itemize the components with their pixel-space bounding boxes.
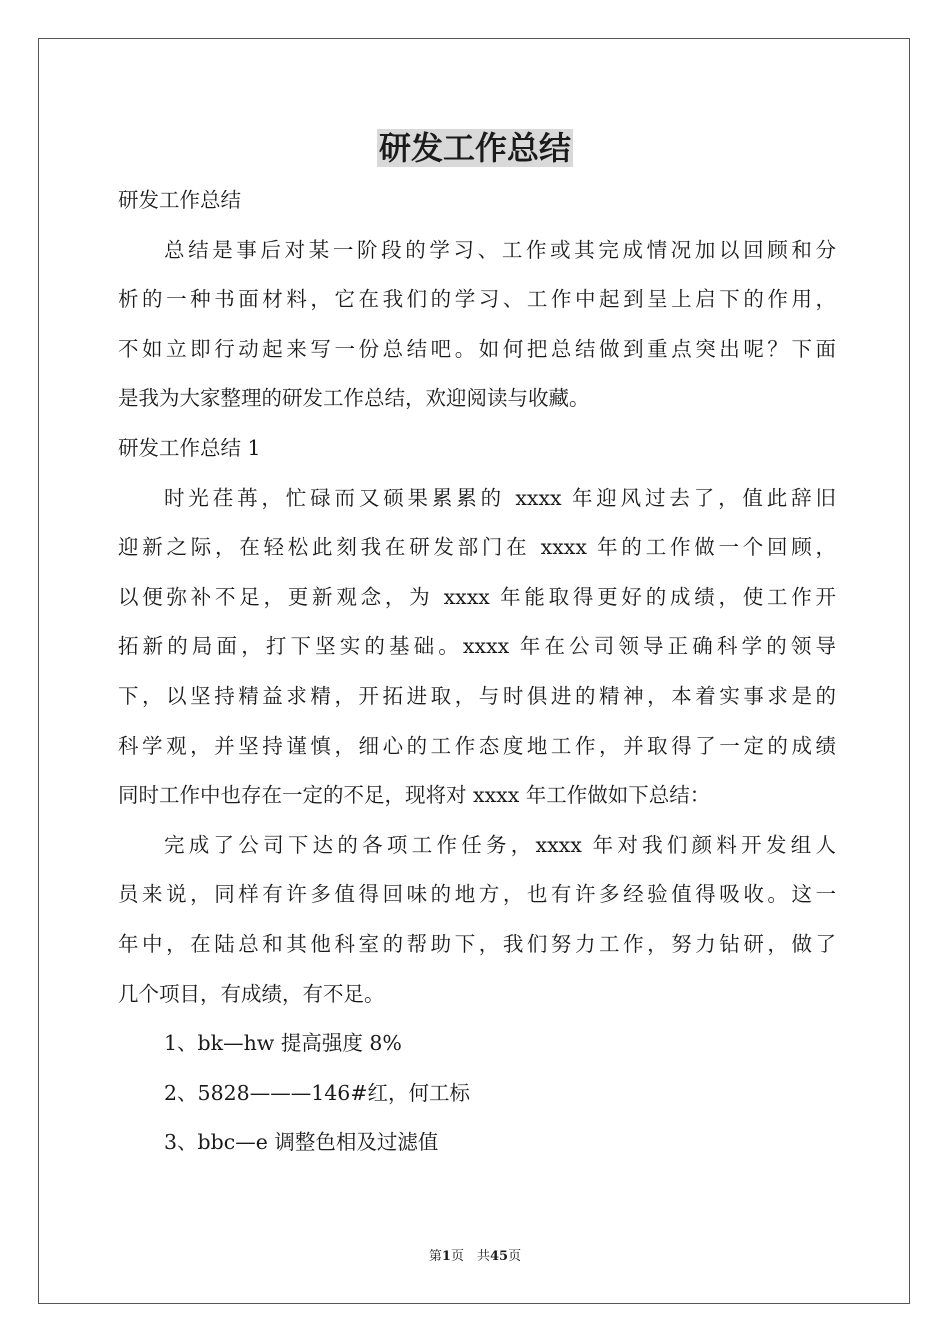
text-line: 几个项目，有成绩，有不足。 [118, 981, 385, 1006]
paragraph [118, 424, 836, 474]
document-body [118, 176, 836, 1168]
page-footer [0, 1248, 950, 1266]
text-line: 下，以坚持精益求精，开拓进取，与时俱进的精神，本着实事求是的 [118, 683, 836, 708]
paragraph [118, 226, 836, 424]
text-line: 迎新之际，在轻松此刻我在研发部门在 xxxx 年的工作做一个回顾， [118, 535, 836, 560]
paragraph [118, 821, 836, 1019]
text-line: 不如立即行动起来写一份总结吧。如何把总结做到重点突出呢？下面 [118, 336, 836, 361]
text-line: 拓新的局面，打下坚实的基础。xxxx 年在公司领导正确科学的领导 [118, 634, 836, 659]
paragraph [118, 1069, 836, 1119]
text-line: 时光荏苒，忙碌而又硕果累累的 xxxx 年迎风过去了，值此辞旧 [164, 485, 836, 510]
text-line: 研发工作总结 [118, 188, 241, 212]
paragraph [118, 1019, 836, 1069]
page-number-total: 45 [489, 1249, 509, 1264]
text-line: 以便弥补不足，更新观念，为 xxxx 年能取得更好的成绩，使工作开 [118, 584, 836, 609]
page-number-current: 1 [441, 1249, 451, 1264]
document-title [0, 126, 950, 170]
text-line: 3、bbc—e 调整色相及过滤值 [164, 1130, 439, 1155]
page-number-mid: 页 共 [450, 1249, 490, 1264]
paragraph [118, 1118, 836, 1168]
text-line: 2、5828———146#红，何工标 [164, 1080, 471, 1105]
page-number-prefix: 第 [428, 1249, 442, 1264]
paragraph [118, 474, 836, 821]
text-line: 析的一种书面材料，它在我们的学习、工作中起到呈上启下的作用， [118, 287, 836, 312]
paragraph [118, 176, 836, 226]
text-line: 员来说，同样有许多值得回味的地方，也有许多经验值得吸收。这一 [118, 882, 836, 907]
text-line: 总结是事后对某一阶段的学习、工作或其完成情况加以回顾和分 [164, 237, 836, 262]
text-line: 同时工作中也存在一定的不足，现将对 xxxx 年工作做如下总结： [118, 783, 711, 808]
text-line: 1、bk—hw 提高强度 8% [164, 1031, 402, 1056]
text-line: 完成了公司下达的各项工作任务，xxxx 年对我们颜料开发组人 [164, 832, 836, 857]
page-number-suffix: 页 [508, 1249, 522, 1264]
document-title-text: 研发工作总结 [378, 129, 571, 167]
text-line: 研发工作总结 1 [118, 435, 261, 460]
text-line: 是我为大家整理的研发工作总结，欢迎阅读与收藏。 [118, 386, 590, 411]
text-line: 科学观，并坚持谨慎，细心的工作态度地工作，并取得了一定的成绩 [118, 733, 836, 758]
text-line: 年中，在陆总和其他科室的帮助下，我们努力工作，努力钻研，做了 [118, 931, 836, 956]
